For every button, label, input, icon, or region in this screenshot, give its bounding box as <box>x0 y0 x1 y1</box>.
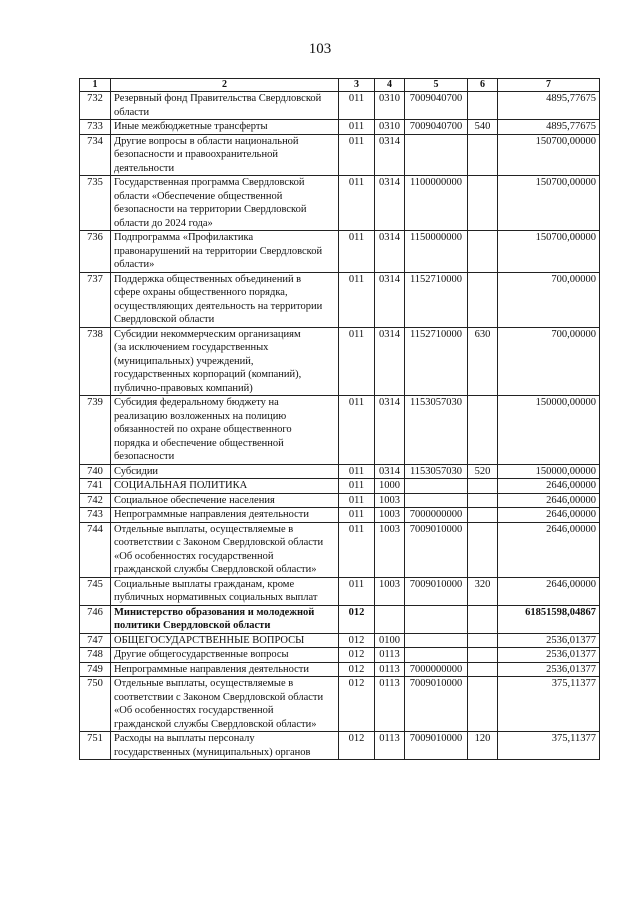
target-article-code <box>405 134 468 176</box>
row-name-line: Свердловской области <box>114 314 215 325</box>
row-number: 743 <box>80 508 111 523</box>
row-name-line: безопасности на территории Свердловской <box>114 204 307 215</box>
row-name-line: Расходы на выплаты персоналу <box>114 733 255 744</box>
section-code: 0310 <box>375 120 405 135</box>
department-code: 011 <box>339 396 375 465</box>
expense-type-code <box>468 508 498 523</box>
target-article-code: 1153057030 <box>405 396 468 465</box>
row-name-line: «Об особенностях государственной <box>114 550 274 562</box>
expense-type-code: 120 <box>468 732 498 760</box>
table-row <box>80 396 600 465</box>
table-row <box>80 231 600 273</box>
expense-type-code <box>468 272 498 327</box>
row-name <box>111 231 339 273</box>
table-row <box>80 493 600 508</box>
row-name-line: публичных нормативных социальных выплат <box>114 592 318 603</box>
amount-value: 2646,00000 <box>498 522 600 577</box>
department-code: 011 <box>339 508 375 523</box>
amount-value: 2536,01377 <box>498 662 600 677</box>
amount-value: 150700,00000 <box>498 231 600 273</box>
row-name <box>111 577 339 605</box>
row-name-line: Отдельные выплаты, осуществляемые в <box>114 523 294 535</box>
row-number: 744 <box>80 522 111 577</box>
row-name <box>111 479 339 494</box>
row-name-line: гражданской службы Свердловской области» <box>114 718 317 730</box>
row-number: 741 <box>80 479 111 494</box>
section-code: 1003 <box>375 493 405 508</box>
row-name <box>111 396 339 465</box>
row-name-line: Субсидия федеральному бюджету на <box>114 397 279 408</box>
row-name-line: осуществляющих деятельность на территории <box>114 300 323 312</box>
column-header: 6 <box>468 79 498 92</box>
row-name <box>111 176 339 231</box>
expense-type-code <box>468 92 498 120</box>
target-article-code: 1150000000 <box>405 231 468 273</box>
column-header: 5 <box>405 79 468 92</box>
table-row <box>80 605 600 633</box>
row-name <box>111 464 339 479</box>
target-article-code: 7000000000 <box>405 508 468 523</box>
target-article-code: 7009040700 <box>405 92 468 120</box>
amount-value: 150700,00000 <box>498 134 600 176</box>
row-name-line: Субсидии некоммерческим организациям <box>114 328 301 340</box>
row-name-line: ОБЩЕГОСУДАРСТВЕННЫЕ ВОПРОСЫ <box>114 634 305 646</box>
row-name <box>111 508 339 523</box>
column-header: 3 <box>339 79 375 92</box>
table-row <box>80 648 600 663</box>
table-body <box>80 92 600 760</box>
expense-type-code <box>468 662 498 677</box>
row-number: 751 <box>80 732 111 760</box>
column-header: 1 <box>80 79 111 92</box>
amount-value: 700,00000 <box>498 327 600 396</box>
target-article-code <box>405 605 468 633</box>
amount-value: 150000,00000 <box>498 396 600 465</box>
row-name-line: Поддержка общественных объединений в <box>114 273 302 285</box>
amount-value: 150700,00000 <box>498 176 600 231</box>
section-code: 1003 <box>375 577 405 605</box>
expense-type-code <box>468 648 498 663</box>
row-name-line: Другие общегосударственные вопросы <box>114 649 289 660</box>
row-name-line: (за исключением государственных <box>114 342 269 353</box>
table-row <box>80 327 600 396</box>
row-name-line: правонарушений на территории Свердловской <box>114 245 323 257</box>
section-code: 0314 <box>375 134 405 176</box>
expense-type-code <box>468 493 498 508</box>
department-code: 012 <box>339 732 375 760</box>
table-row <box>80 508 600 523</box>
page-number: 103 <box>308 41 332 57</box>
row-number: 746 <box>80 605 111 633</box>
section-code: 0100 <box>375 633 405 648</box>
row-name-line: Социальное обеспечение населения <box>114 494 275 506</box>
amount-value: 375,11377 <box>498 677 600 732</box>
row-name-line: безопасности и правоохранительной <box>114 149 278 160</box>
section-code: 0314 <box>375 272 405 327</box>
row-name-line: (муниципальных) учреждений, <box>114 355 254 367</box>
amount-value: 700,00000 <box>498 272 600 327</box>
amount-value: 2646,00000 <box>498 479 600 494</box>
row-name-line: деятельности <box>114 162 175 174</box>
table-row <box>80 464 600 479</box>
row-name-line: области» <box>114 259 155 270</box>
department-code: 011 <box>339 464 375 479</box>
row-name-line: безопасности <box>114 451 175 462</box>
expense-type-code <box>468 633 498 648</box>
row-number: 749 <box>80 662 111 677</box>
expense-type-code <box>468 396 498 465</box>
column-header: 2 <box>111 79 339 92</box>
expense-type-code: 520 <box>468 464 498 479</box>
row-name-line: публично-правовых компаний) <box>114 382 253 394</box>
target-article-code: 7009010000 <box>405 677 468 732</box>
target-article-code <box>405 479 468 494</box>
target-article-code: 7009040700 <box>405 120 468 135</box>
department-code: 011 <box>339 92 375 120</box>
department-code: 012 <box>339 662 375 677</box>
table-row <box>80 176 600 231</box>
row-name-line: Подпрограмма «Профилактика <box>114 232 254 243</box>
column-header: 4 <box>375 79 405 92</box>
row-number: 737 <box>80 272 111 327</box>
row-number: 742 <box>80 493 111 508</box>
expense-type-code: 630 <box>468 327 498 396</box>
row-name-line: соответствии с Законом Свердловской области <box>114 691 324 703</box>
row-name-line: порядка и обеспечение общественной <box>114 437 284 449</box>
department-code: 012 <box>339 633 375 648</box>
target-article-code <box>405 633 468 648</box>
department-code: 012 <box>339 648 375 663</box>
row-name <box>111 522 339 577</box>
expense-type-code <box>468 677 498 732</box>
target-article-code <box>405 493 468 508</box>
row-name-line: политики Свердловской области <box>114 620 271 631</box>
row-number: 745 <box>80 577 111 605</box>
target-article-code: 7009010000 <box>405 522 468 577</box>
table-row <box>80 677 600 732</box>
section-code: 0113 <box>375 662 405 677</box>
section-code: 0314 <box>375 176 405 231</box>
section-code: 0314 <box>375 464 405 479</box>
table-row <box>80 120 600 135</box>
table-row <box>80 92 600 120</box>
target-article-code: 7009010000 <box>405 577 468 605</box>
row-name-line: Социальные выплаты гражданам, кроме <box>114 578 295 590</box>
row-name-line: соответствии с Законом Свердловской области <box>114 537 324 548</box>
row-number: 750 <box>80 677 111 732</box>
row-number: 747 <box>80 633 111 648</box>
row-number: 738 <box>80 327 111 396</box>
row-name-line: государственных корпораций (компаний), <box>114 369 302 380</box>
row-name-line: Отдельные выплаты, осуществляемые в <box>114 678 294 689</box>
row-name <box>111 120 339 135</box>
amount-value: 2646,00000 <box>498 493 600 508</box>
table-row <box>80 272 600 327</box>
column-header: 7 <box>498 79 600 92</box>
row-name <box>111 648 339 663</box>
row-name <box>111 493 339 508</box>
row-name-line: гражданской службы Свердловской области» <box>114 564 317 575</box>
section-code <box>375 605 405 633</box>
amount-value: 61851598,04867 <box>498 605 600 633</box>
section-code: 0310 <box>375 92 405 120</box>
expense-type-code <box>468 522 498 577</box>
row-number: 734 <box>80 134 111 176</box>
row-name-line: «Об особенностях государственной <box>114 705 274 716</box>
department-code: 011 <box>339 577 375 605</box>
target-article-code <box>405 648 468 663</box>
row-name <box>111 677 339 732</box>
section-code: 1000 <box>375 479 405 494</box>
department-code: 011 <box>339 176 375 231</box>
section-code: 0314 <box>375 327 405 396</box>
amount-value: 2536,01377 <box>498 648 600 663</box>
row-name <box>111 92 339 120</box>
amount-value: 4895,77675 <box>498 120 600 135</box>
expense-type-code <box>468 231 498 273</box>
table-row <box>80 479 600 494</box>
target-article-code: 7009010000 <box>405 732 468 760</box>
target-article-code: 1152710000 <box>405 272 468 327</box>
row-number: 732 <box>80 92 111 120</box>
department-code: 011 <box>339 493 375 508</box>
row-name-line: Субсидии <box>114 465 159 477</box>
row-name-line: Иные межбюджетные трансферты <box>114 121 268 132</box>
row-number: 733 <box>80 120 111 135</box>
table-header-row <box>80 79 600 92</box>
section-code: 0314 <box>375 231 405 273</box>
row-name-line: области «Обеспечение общественной <box>114 190 283 202</box>
section-code: 0113 <box>375 732 405 760</box>
row-name-line: области <box>114 106 150 118</box>
row-name-line: обязанностей по охране общественного <box>114 424 292 435</box>
row-name <box>111 662 339 677</box>
expense-type-code: 320 <box>468 577 498 605</box>
row-name-line: СОЦИАЛЬНАЯ ПОЛИТИКА <box>114 480 248 491</box>
table-row <box>80 134 600 176</box>
table-row <box>80 732 600 760</box>
row-number: 735 <box>80 176 111 231</box>
department-code: 011 <box>339 120 375 135</box>
amount-value: 375,11377 <box>498 732 600 760</box>
target-article-code: 7000000000 <box>405 662 468 677</box>
row-name-line: сфере охраны общественного порядка, <box>114 287 288 298</box>
row-name <box>111 732 339 760</box>
amount-value: 150000,00000 <box>498 464 600 479</box>
amount-value: 2646,00000 <box>498 508 600 523</box>
department-code: 011 <box>339 272 375 327</box>
expense-type-code <box>468 605 498 633</box>
row-name-line: Непрограммные направления деятельности <box>114 509 310 520</box>
row-number: 736 <box>80 231 111 273</box>
target-article-code: 1100000000 <box>405 176 468 231</box>
row-name-line: реализацию возложенных на полицию <box>114 410 287 422</box>
table-row <box>80 577 600 605</box>
section-code: 0113 <box>375 677 405 732</box>
row-number: 739 <box>80 396 111 465</box>
table-row <box>80 662 600 677</box>
amount-value: 2646,00000 <box>498 577 600 605</box>
department-code: 011 <box>339 231 375 273</box>
row-name-line: Министерство образования и молодежной <box>114 606 315 618</box>
row-name-line: Другие вопросы в области национальной <box>114 135 299 147</box>
row-name <box>111 134 339 176</box>
department-code: 012 <box>339 605 375 633</box>
department-code: 011 <box>339 327 375 396</box>
section-code: 0113 <box>375 648 405 663</box>
amount-value: 2536,01377 <box>498 633 600 648</box>
section-code: 1003 <box>375 522 405 577</box>
target-article-code: 1153057030 <box>405 464 468 479</box>
department-code: 011 <box>339 479 375 494</box>
section-code: 1003 <box>375 508 405 523</box>
section-code: 0314 <box>375 396 405 465</box>
department-code: 011 <box>339 134 375 176</box>
amount-value: 4895,77675 <box>498 92 600 120</box>
target-article-code: 1152710000 <box>405 327 468 396</box>
department-code: 012 <box>339 677 375 732</box>
expense-type-code <box>468 176 498 231</box>
row-name-line: Резервный фонд Правительства Свердловской <box>114 93 322 104</box>
row-number: 740 <box>80 464 111 479</box>
row-number: 748 <box>80 648 111 663</box>
expense-type-code <box>468 479 498 494</box>
row-name-line: области до 2024 года» <box>114 217 213 229</box>
department-code: 011 <box>339 522 375 577</box>
row-name-line: Непрограммные направления деятельности <box>114 663 310 675</box>
table-row <box>80 633 600 648</box>
expense-type-code: 540 <box>468 120 498 135</box>
row-name-line: Государственная программа Свердловской <box>114 177 305 188</box>
row-name <box>111 327 339 396</box>
row-name <box>111 633 339 648</box>
expense-type-code <box>468 134 498 176</box>
row-name <box>111 272 339 327</box>
table-row <box>80 522 600 577</box>
budget-table <box>79 78 600 760</box>
row-name <box>111 605 339 633</box>
row-name-line: государственных (муниципальных) органов <box>114 746 311 758</box>
